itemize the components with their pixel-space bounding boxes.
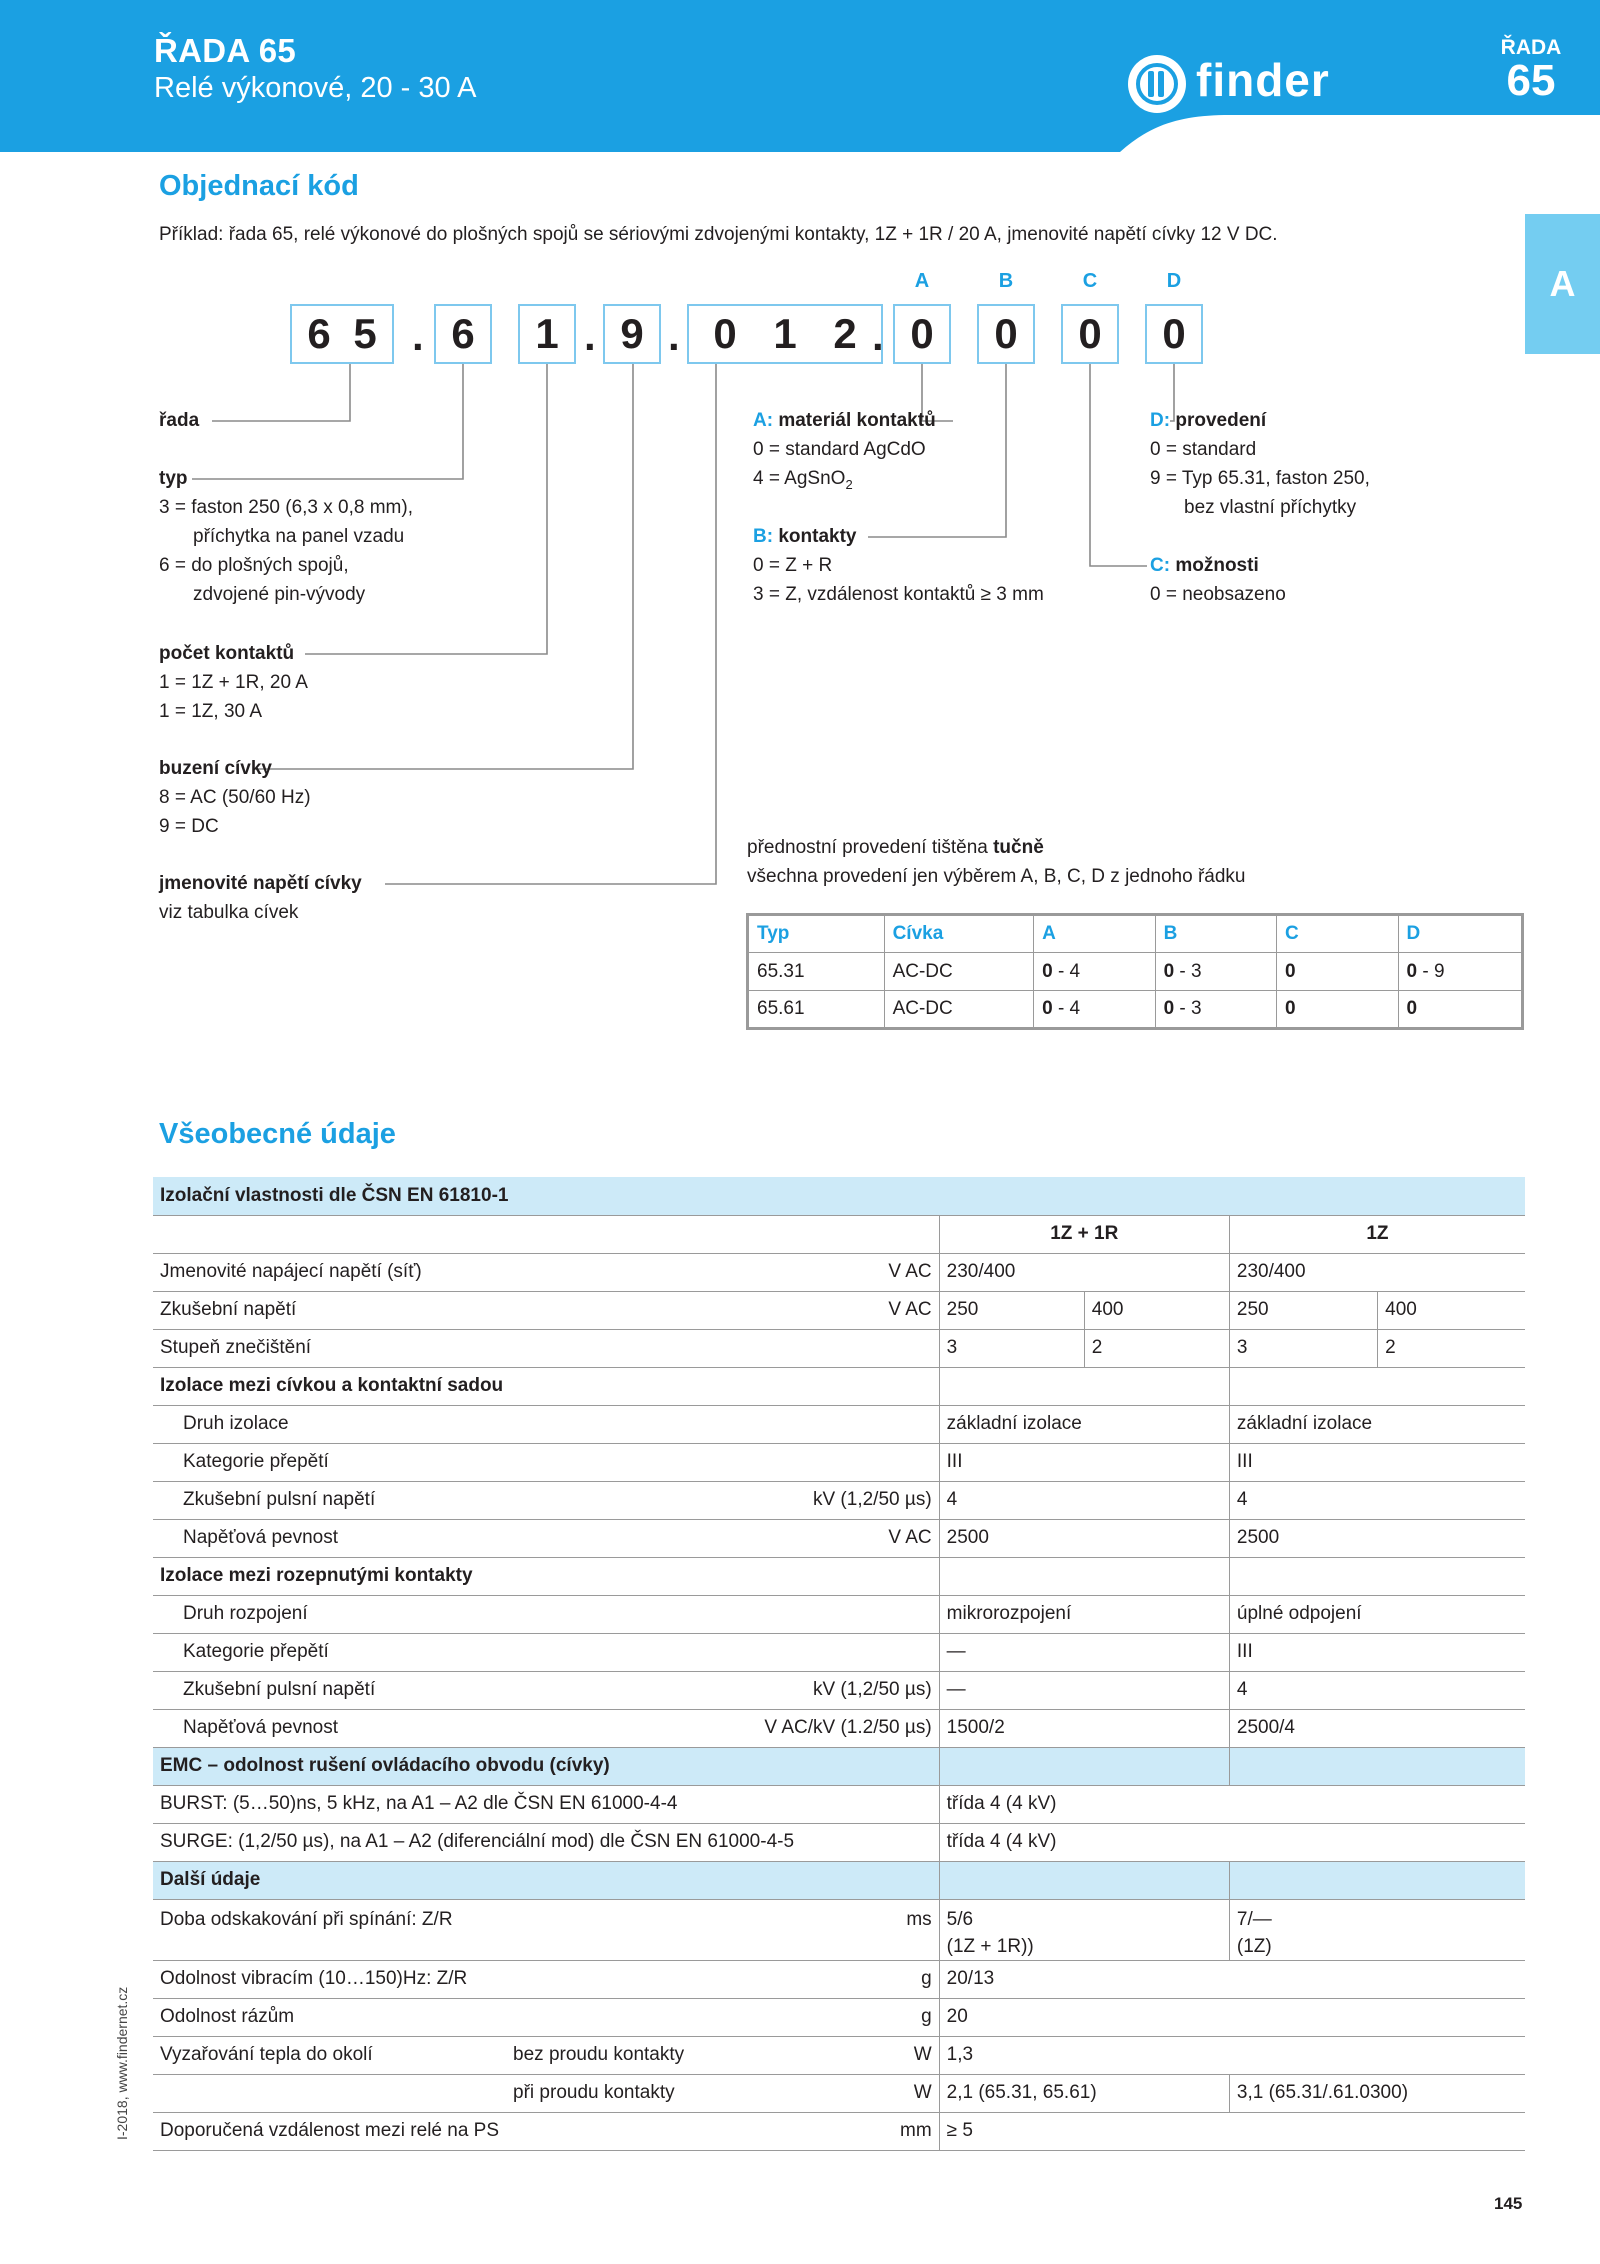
type-table-header (748, 915, 1523, 953)
row-label: Odolnost rázům (153, 1998, 506, 2036)
header-cell: Typ (748, 915, 885, 953)
code-box-voltage: 0 1 2 (687, 304, 883, 364)
row-label: Zkušební napětí (153, 1291, 506, 1329)
letter-b: B (998, 270, 1014, 292)
table-row (153, 1291, 1525, 1329)
heat-sub-label: při proudu kontakty (513, 2082, 675, 2103)
series-title: ŘADA 65 (154, 32, 297, 69)
header-cell: D (1398, 915, 1523, 953)
value: 230/400 (939, 1253, 1229, 1291)
page-number: 145 (1494, 2194, 1523, 2213)
heat-sub-label: bez proudu kontakty (513, 2044, 685, 2065)
code-box-type: 6 (434, 304, 492, 364)
typ-line: zdvojené pin-vývody (193, 584, 366, 605)
col-header: 1Z + 1R (939, 1215, 1229, 1253)
section-title: EMC – odolnost rušení ovládacího obvodu (cívky) (153, 1747, 939, 1785)
pocet-line: 1 = 1Z + 1R, 20 A (159, 672, 308, 693)
type-table (746, 913, 1524, 1030)
a-line: 4 = AgSnO (753, 468, 846, 489)
table-row (153, 1671, 1525, 1709)
value: — (939, 1633, 1229, 1671)
header-cell: B (1155, 915, 1276, 953)
value: 250 (939, 1291, 1084, 1329)
row-unit: mm (506, 2112, 939, 2150)
cell-d: 0 - 9 (1398, 953, 1523, 991)
cell-civka: AC-DC (884, 991, 1034, 1029)
code-dot: . (872, 312, 884, 359)
table-row (153, 1253, 1525, 1291)
code-box-d: 0 (1145, 304, 1203, 364)
value: III (1229, 1443, 1525, 1481)
cell-civka: AC-DC (884, 953, 1034, 991)
section-title: Izolační vlastnosti dle ČSN EN 61810-1 (153, 1177, 1525, 1215)
value: 4 (1229, 1481, 1525, 1519)
d-line: 0 = standard (1150, 439, 1257, 460)
value: základní izolace (939, 1405, 1229, 1443)
section-title: Další údaje (153, 1861, 939, 1899)
d-label: provedení (1175, 410, 1267, 431)
a-option (753, 406, 936, 499)
table-row (153, 1443, 1525, 1481)
pocet-line: 1 = 1Z, 30 A (159, 701, 262, 722)
cell-b: 0 - 3 (1155, 991, 1276, 1029)
note-text-2: všechna provedení jen výběrem A, B, C, D z jednoho řádku (747, 866, 1246, 887)
pocet-option (159, 639, 308, 726)
value: 400 (1084, 1291, 1229, 1329)
c-line: 0 = neobsazeno (1150, 584, 1286, 605)
b-option (753, 522, 1044, 609)
code-box-b: 0 (977, 304, 1035, 364)
series-tab-number: 65 (1506, 56, 1556, 105)
buzeni-option (159, 754, 311, 841)
row-sub (506, 2036, 939, 2074)
pocet-label: počet kontaktů (159, 643, 295, 664)
value: 3 (939, 1329, 1084, 1367)
d-line: bez vlastní příchytky (1184, 497, 1357, 518)
row-label: Napěťová pevnost (153, 1519, 506, 1557)
napeti-option (159, 869, 362, 927)
row-label: Kategorie přepětí (153, 1443, 506, 1481)
value: 2500/4 (1229, 1709, 1525, 1747)
general-data-table (153, 1177, 1525, 2151)
a-line: 0 = standard AgCdO (753, 439, 926, 460)
value: 4 (1229, 1671, 1525, 1709)
row-unit: V AC (506, 1519, 939, 1557)
typ-line: příchytka na panel vzadu (193, 526, 405, 547)
value: 5/6 (1Z + 1R)) (939, 1899, 1229, 1960)
a-label: materiál kontaktů (778, 410, 936, 431)
value: základní izolace (1229, 1405, 1525, 1443)
d-option (1150, 406, 1370, 522)
header-cell: C (1277, 915, 1398, 953)
row-label: Stupeň znečištění (153, 1329, 506, 1367)
letter-a: A (914, 270, 930, 292)
table-row (153, 1899, 1525, 1960)
value: 2500 (939, 1519, 1229, 1557)
row-label: BURST: (5…50)ns, 5 kHz, na A1 – A2 dle ČSN EN 61000-4-4 (153, 1785, 939, 1823)
typ-option (159, 464, 413, 609)
value: 7/— (1Z) (1229, 1899, 1525, 1960)
subsection-title: Izolace mezi rozepnutými kontakty (153, 1557, 939, 1595)
series-subtitle: Relé výkonové, 20 - 30 A (154, 72, 477, 104)
rada-label: řada (159, 410, 200, 431)
value: — (939, 1671, 1229, 1709)
code-box-series: 6 5 (290, 304, 394, 364)
table-row (153, 1633, 1525, 1671)
value: 3 (1229, 1329, 1377, 1367)
code-box-coil: 9 (603, 304, 661, 364)
napeti-label: jmenovité napětí cívky (159, 873, 362, 894)
order-code-example: Příklad: řada 65, relé výkonové do plošných spojů se sériovými zdvojenými kontakty, 1Z + 1R / 20 A, jmenovité napětí cívky 12 V DC. (159, 224, 1278, 245)
header-cell: A (1034, 915, 1155, 953)
row-label: Odolnost vibracím (10…150)Hz: Z/R (153, 1960, 506, 1998)
section-row (153, 1747, 1525, 1785)
table-row (153, 2112, 1525, 2150)
subsection-row (153, 1557, 1525, 1595)
row-label: Kategorie přepětí (153, 1633, 506, 1671)
value: 1,3 (939, 2036, 1525, 2074)
letter-d: D (1166, 270, 1182, 292)
general-heading: Všeobecné údaje (159, 1118, 396, 1150)
buzeni-line: 9 = DC (159, 816, 219, 837)
value: mikrorozpojení (939, 1595, 1229, 1633)
code-dot: . (412, 312, 424, 359)
header-cell: Cívka (884, 915, 1034, 953)
code-dot: . (584, 312, 596, 359)
table-row (153, 1709, 1525, 1747)
value: 2 (1378, 1329, 1525, 1367)
c-prefix: C: (1150, 555, 1171, 576)
a-line-subscript: 2 (845, 476, 853, 492)
buzeni-line: 8 = AC (50/60 Hz) (159, 787, 311, 808)
code-box-contacts: 1 (518, 304, 576, 364)
cell-d: 0 (1398, 991, 1523, 1029)
code-dot: . (668, 312, 680, 359)
row-label: Jmenovité napájecí napětí (síť) (153, 1253, 506, 1291)
value: 400 (1378, 1291, 1525, 1329)
col-header: 1Z (1229, 1215, 1525, 1253)
d-line: 9 = Typ 65.31, faston 250, (1150, 468, 1370, 489)
section-row (153, 1861, 1525, 1899)
value: 20/13 (939, 1960, 1525, 1998)
series-tab-label: ŘADA (1500, 36, 1562, 59)
row-unit: V AC (506, 1291, 939, 1329)
value: třída 4 (4 kV) (939, 1785, 1525, 1823)
table-row (153, 1785, 1525, 1823)
value: 230/400 (1229, 1253, 1525, 1291)
value: 2500 (1229, 1519, 1525, 1557)
table-row (153, 1595, 1525, 1633)
row-label: Zkušební pulsní napětí (153, 1671, 506, 1709)
row-unit: W (913, 2082, 932, 2103)
table-row (153, 1405, 1525, 1443)
row-label: Druh rozpojení (153, 1595, 506, 1633)
letter-c: C (1082, 270, 1098, 292)
row-unit: W (913, 2044, 932, 2065)
row-unit: kV (1,2/50 µs) (506, 1481, 939, 1519)
value: 2 (1084, 1329, 1229, 1367)
row-unit: ms (506, 1899, 939, 1960)
table-row (153, 2074, 1525, 2112)
value: III (939, 1443, 1229, 1481)
column-header-row (153, 1215, 1525, 1253)
value: 1500/2 (939, 1709, 1229, 1747)
note-bold: tučně (993, 837, 1044, 858)
row-sub (506, 2074, 939, 2112)
rada-option (159, 406, 199, 435)
code-box-c: 0 (1061, 304, 1119, 364)
section-side-tab: A (1525, 214, 1600, 354)
table-row (153, 1960, 1525, 1998)
value: 4 (939, 1481, 1229, 1519)
row-label: Napěťová pevnost (153, 1709, 506, 1747)
b-label: kontakty (778, 526, 857, 547)
value: 2,1 (65.31, 65.61) (939, 2074, 1229, 2112)
d-prefix: D: (1150, 410, 1171, 431)
code-box-a: 0 (893, 304, 951, 364)
row-unit: g (506, 1960, 939, 1998)
logo-text: finder (1196, 54, 1330, 106)
row-label: Vyzařování tepla do okolí (153, 2036, 506, 2074)
napeti-line: viz tabulka cívek (159, 902, 299, 923)
row-unit: V AC/kV (1.2/50 µs) (506, 1709, 939, 1747)
section-row (153, 1177, 1525, 1215)
row-label: Doporučená vzdálenost mezi relé na PS (153, 2112, 506, 2150)
a-prefix: A: (753, 410, 774, 431)
subsection-title: Izolace mezi cívkou a kontaktní sadou (153, 1367, 939, 1405)
value: III (1229, 1633, 1525, 1671)
subsection-row (153, 1367, 1525, 1405)
table-row (153, 1519, 1525, 1557)
typ-label: typ (159, 468, 188, 489)
c-option (1150, 551, 1286, 609)
cell-typ: 65.61 (748, 991, 885, 1029)
table-row (153, 1823, 1525, 1861)
c-label: možnosti (1175, 555, 1259, 576)
cell-typ: 65.31 (748, 953, 885, 991)
b-line: 0 = Z + R (753, 555, 833, 576)
footer-side-text: I-2018, www.findernet.cz (114, 1986, 130, 2140)
cell-c: 0 (1277, 991, 1398, 1029)
row-unit: g (506, 1998, 939, 2036)
note-text: přednostní provedení tištěna (747, 837, 994, 858)
value: 3,1 (65.31/.61.0300) (1229, 2074, 1525, 2112)
table-row (153, 1329, 1525, 1367)
table-row (748, 991, 1523, 1029)
cell-b: 0 - 3 (1155, 953, 1276, 991)
b-prefix: B: (753, 526, 774, 547)
table-note (747, 833, 1246, 891)
order-code-heading: Objednací kód (159, 170, 359, 202)
row-label: SURGE: (1,2/50 µs), na A1 – A2 (diferenciální mod) dle ČSN EN 61000-4-5 (153, 1823, 939, 1861)
value: ≥ 5 (939, 2112, 1525, 2150)
cell-a: 0 - 4 (1034, 953, 1155, 991)
row-label: Doba odskakování při spínání: Z/R (153, 1899, 506, 1960)
row-label: Druh izolace (153, 1405, 506, 1443)
typ-line: 3 = faston 250 (6,3 x 0,8 mm), (159, 497, 413, 518)
row-label: Zkušební pulsní napětí (153, 1481, 506, 1519)
table-row (153, 2036, 1525, 2074)
row-unit: kV (1,2/50 µs) (506, 1671, 939, 1709)
table-row (153, 1481, 1525, 1519)
cell-a: 0 - 4 (1034, 991, 1155, 1029)
cell-c: 0 (1277, 953, 1398, 991)
value: 20 (939, 1998, 1525, 2036)
value: 250 (1229, 1291, 1377, 1329)
b-line: 3 = Z, vzdálenost kontaktů ≥ 3 mm (753, 584, 1044, 605)
typ-line: 6 = do plošných spojů, (159, 555, 349, 576)
row-unit: V AC (506, 1253, 939, 1291)
value: třída 4 (4 kV) (939, 1823, 1525, 1861)
buzeni-label: buzení cívky (159, 758, 272, 779)
value: úplné odpojení (1229, 1595, 1525, 1633)
table-row (748, 953, 1523, 991)
table-row (153, 1998, 1525, 2036)
